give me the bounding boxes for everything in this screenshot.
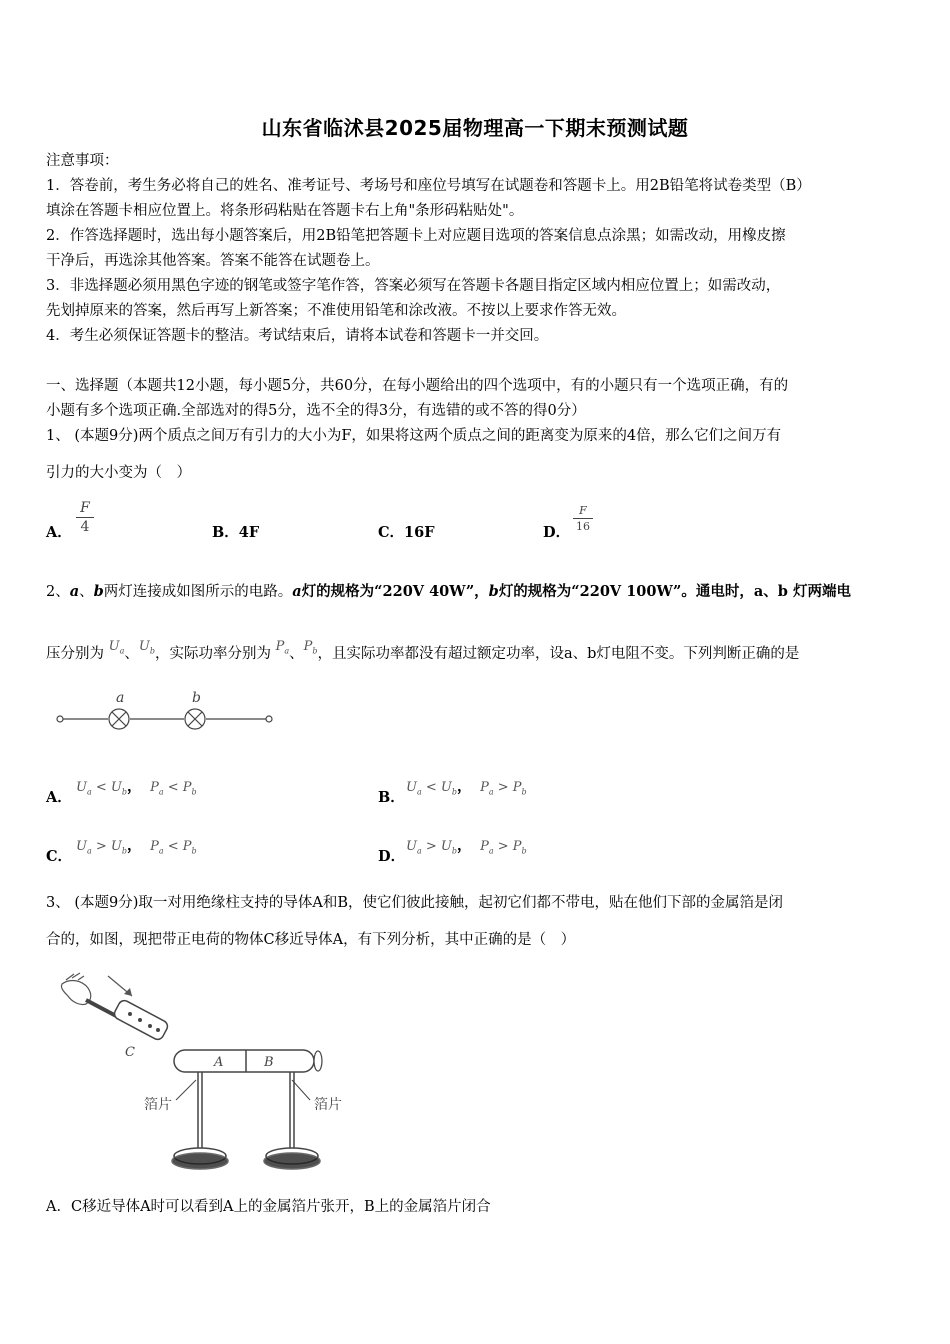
- q2-option-a-expr: $U_a < U_b$， $P_a < P_b$: [76, 778, 197, 797]
- q1-option-b: B．4F: [212, 524, 260, 541]
- terminal-right: [266, 716, 272, 722]
- conductor-ab: [174, 1050, 322, 1072]
- section-heading: 一、选择题（本题共12小题，每小题5分，共60分，在每小题给出的四个选项中，有的小题只有一个选项正确，有的: [46, 378, 789, 394]
- voltage-ua: $U_a$: [108, 639, 125, 656]
- expr-p: $P_a > P_b$: [480, 780, 527, 797]
- notice-line: 填涂在答题卡相应位置上。将条形码粘贴在答题卡右上角"条形码粘贴处"。: [46, 203, 524, 219]
- power-pa: $P_a$: [275, 639, 290, 656]
- question-1-text: 1、 (本题9分)两个质点之间万有引力的大小为F，如果将这两个质点之间的距离变为原来的4倍，那么它们之间万有: [46, 428, 782, 444]
- circuit-diagram: [50, 686, 280, 736]
- lamp-b-label: b: [192, 690, 201, 706]
- q2-option-b-expr: $U_a < U_b$， $P_a > P_b$: [406, 778, 527, 797]
- q1-option-c: C．16F: [378, 524, 435, 541]
- notice-line: 干净后，再选涂其他答案。答案不能答在试题卷上。: [46, 253, 380, 269]
- notice-line: 3．非选择题必须用黑色字迹的钢笔或签字笔作答，答案必须写在答题卡各题目指定区域内相应位置上；如需改动，: [46, 278, 781, 294]
- q1-option-d-label: D．: [543, 524, 571, 541]
- question-2-text: 2、a、b两灯连接成如图所示的电路。a灯的规格为“220V 40W”，b灯的规格为“220V 100W”。通电时，a、b 灯两端电: [46, 583, 851, 600]
- lamp-a-icon: [109, 709, 129, 729]
- q2-option-d-expr: $U_a > U_b$， $P_a > P_b$: [406, 837, 527, 856]
- fraction-denominator: 4: [80, 519, 90, 535]
- stand-right: [264, 1072, 320, 1169]
- question-3-text: 3、 (本题9分)取一对用绝缘柱支持的导体A和B，使它们彼此接触，起初它们都不带电，贴在他们下部的金属箔是闭: [46, 895, 783, 911]
- expr-u: $U_a > U_b$: [76, 839, 127, 856]
- expr-p: $P_a > P_b$: [480, 839, 527, 856]
- label-c: C: [125, 1045, 135, 1060]
- q2-option-c-expr: $U_a > U_b$， $P_a < P_b$: [76, 837, 197, 856]
- power-pb: $P_b$: [303, 639, 318, 656]
- expr-u: $U_a > U_b$: [406, 839, 457, 856]
- foil-label-right: 箔片: [314, 1097, 342, 1113]
- lamp-a-label: a: [116, 690, 125, 706]
- notice-line: 4．考生必须保证答题卡的整洁。考试结束后，请将本试卷和答题卡一并交回。: [46, 328, 549, 344]
- q2-option-d-label: D．: [378, 848, 406, 865]
- terminal-left: [57, 716, 63, 722]
- expr-u: $U_a < U_b$: [406, 780, 457, 797]
- label-b: B: [264, 1055, 274, 1070]
- fraction-numerator: F: [579, 504, 587, 517]
- foil-label-left: 箔片: [144, 1097, 172, 1113]
- question-2-text: 压分别为 $U_a$、$U_b$，实际功率分别为 $P_a$、$P_b$，且实际功率都没有超过额定功率，设a、b灯电阻不变。下列判断正确的是: [46, 639, 800, 662]
- voltage-ub: $U_b$: [138, 639, 155, 656]
- electroscope-figure: [46, 970, 366, 1185]
- q2-option-b-label: B．: [378, 789, 405, 806]
- notice-line: 1．答卷前，考生务必将自己的姓名、准考证号、考场号和座位号填写在试题卷和答题卡上。用2B铅笔将试卷类型（B）: [46, 178, 811, 194]
- expr-p: $P_a < P_b$: [150, 780, 197, 797]
- fraction-denominator: 16: [576, 520, 590, 533]
- charged-rod-c: [86, 998, 170, 1041]
- question-1-text: 引力的大小变为（ ）: [46, 465, 191, 481]
- q1-option-a-label: A．: [46, 524, 72, 541]
- label-a: A: [214, 1055, 224, 1070]
- notice-line: 2．作答选择题时，选出每小题答案后，用2B铅笔把答题卡上对应题目选项的答案信息点涂黑；如需改动，用橡皮擦: [46, 228, 786, 244]
- stand-left: [172, 1072, 228, 1169]
- q3-option-a: A．C移近导体A时可以看到A上的金属箔片张开，B上的金属箔片闭合: [46, 1199, 491, 1215]
- expr-p: $P_a < P_b$: [150, 839, 197, 856]
- motion-arrow-icon: [108, 976, 132, 996]
- notice-line: 先划掉原来的答案，然后再写上新答案；不准使用铅笔和涂改液。不按以上要求作答无效。: [46, 303, 626, 319]
- q1-option-a-fraction: [76, 500, 94, 535]
- question-3-text: 合的，如图，现把带正电荷的物体C移近导体A，有下列分析，其中正确的是（ ）: [46, 932, 576, 948]
- expr-u: $U_a < U_b$: [76, 780, 127, 797]
- q1-option-d-fraction: [573, 504, 593, 533]
- page-title: 山东省临沭县2025届物理高一下期末预测试题: [261, 116, 689, 140]
- q2-option-c-label: C．: [46, 848, 73, 865]
- fraction-numerator: F: [80, 500, 90, 516]
- q2-option-a-label: A．: [46, 789, 72, 806]
- notice-heading: 注意事项：: [46, 153, 119, 169]
- lamp-b-icon: [185, 709, 205, 729]
- section-heading: 小题有多个选项正确.全部选对的得5分，选不全的得3分，有选错的或不答的得0分）: [46, 403, 586, 419]
